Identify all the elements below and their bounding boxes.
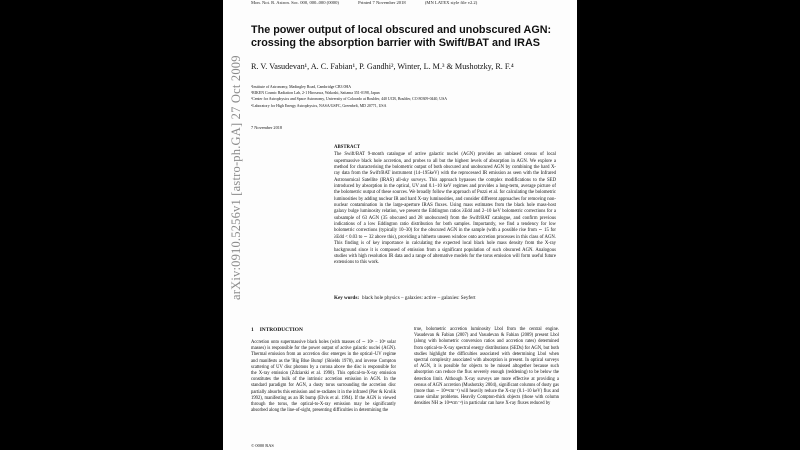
section-heading <box>251 327 309 333</box>
affiliation: ⁴Laboratory for High Energy Astrophysics, NASA/GSFC, Greenbelt, MD 20771, USA <box>251 103 387 108</box>
left-letterbox <box>0 0 223 450</box>
section-title: INTRODUCTION <box>259 327 303 333</box>
affiliation: ¹Institute of Astronomy, Madingley Road, Cambridge CB3 0HA <box>251 85 352 89</box>
running-header <box>251 0 571 5</box>
keywords <box>334 295 556 301</box>
affiliations <box>251 84 551 109</box>
arxiv-stamp: arXiv:0910.5256v1 [astro-ph.GA] 27 Oct 2009 <box>229 55 243 300</box>
journal-ref: Mon. Not. R. Astron. Soc. 000, 000–000 (0000) <box>251 0 339 5</box>
copyright-footer: © 0000 RAS <box>251 443 274 448</box>
style-note: (MN LATEX style file v2.2) <box>424 0 478 5</box>
section-number: 1 <box>251 327 254 333</box>
body-column-left: Accretion onto supermassive black holes (with masses of ∼ 10⁶ − 10⁹ solar masses) is responsible for the power output of active galactic nuclei (AGN). Thermal emission from an accretion disc emerges in the optical–UV regime and manifests as the 'Big Blue Bump' (Shields 1978), and inverse Compton scattering of UV disc photons by a corona above the disc is responsible for the X-ray emission (Zdziarski et al. 1990). This optical-to-X-ray emission constitutes the bulk of the intrinsic accretion emission in AGN. In the standard paradigm for AGN, a dusty torus surrounding the accretion disc partially absorbs this emission and re-radiates it in the infrared (Pier & Krolik 1992), manifesting as an IR bump (Elvis et al. 1994). If the AGN is viewed through the torus, the optical-to-X-ray emission may be significantly absorbed along the line-of-sight, presenting difficulties in determining the <box>251 340 396 414</box>
affiliation: ³Center for Astrophysics and Space Astronomy, University of Colorado at Boulder, 440 UCB, Boulder, CO 80309-0440, USA <box>251 97 448 102</box>
right-letterbox <box>577 0 800 450</box>
date-line: 7 November 2018 <box>251 125 283 130</box>
abstract-text: The Swift/BAT 9-month catalogue of active galactic nuclei (AGN) provides an unbiased census of local supermassive black hole accretion, and probes to all but the highest levels of absorption in AGN. We explore a method for characterising the bolometric output of both obscured and unobscured AGN by combining the hard X-ray data from the Swift/BAT instrument (14–195keV) with the reprocessed IR emission as seen with the Infrared Astronomical Satellite (IRAS) all-sky surveys. This approach bypasses the complex modifications to the SED introduced by absorption in the optical, UV and 0.1–10 keV regimes and provides a long-term, average picture of the bolometric output of these sources. We broadly follow the approach of Pozzi et al. for calculating the bolometric luminosities by adding nuclear IR and hard X-ray luminosities, and consider different approaches for removing non-nuclear contamination in the large-aperture IRAS fluxes. Using mass estimates from the black hole mass-host galaxy bulge luminosity relation, we present the Eddington ratios λEdd and 2–10 keV bolometric corrections for a subsample of 63 AGN (35 obscured and 28 unobscured) from the Swift/BAT catalogue, and confirm previous indications of a low Eddington ratio distribution for both samples. Importantly, we find a tendency for low bolometric corrections (typically 10–30) for the obscured AGN in the sample (with a possible rise from ∼ 15 for λEdd < 0.03 to ∼ 32 above this), providing a hitherto unseen window onto accretion processes in this class of AGN. This finding is of key importance in calculating the expected local black hole mass density from the X-ray background since it is composed of emission from a significant population of such obscured AGN. Analogous studies with high resolution IR data and a range of alternative models for the torus emission will form useful future extensions to this work. <box>334 152 556 266</box>
body-column-right: true, bolometric accretion luminosity Lbol from the central engine. Vasudevan & Fabian (2007) and Vasudevan & Fabian (2009) present Lbol (along with bolometric conversion ratios and accretion rates) determined from optical-to-X-ray spectral energy distributions (SEDs) for AGN, but both studies highlight the difficulties associated with determining Lbol when spectral complexity associated with absorption is present. In optical surveys of AGN, it is possible for objects to be missed altogether because such absorption can reduce the flux severely enough (reddening) to be below the detection limit. Although X-ray surveys are more effective at providing a census of AGN accretion (Mushotzky 2004), significant columns of dusty gas (more than ∼ 10²⁴cm⁻²) will heavily reduce the X-ray (0.1–10 keV) flux and cause similar problems. Heavily Compton-thick objects (those with column densities NH ≳ 10²⁴cm⁻²) in particular can have X-ray fluxes reduced by <box>414 327 559 407</box>
abstract <box>334 145 556 267</box>
author-list: R. V. Vasudevan¹, A. C. Fabian¹, P. Gandhi², Winter, L. M.³ & Mushotzky, R. F.⁴ <box>251 62 514 71</box>
keywords-label: Key words: <box>334 295 360 301</box>
abstract-heading: ABSTRACT <box>334 145 361 150</box>
affiliation: ²RIKEN Cosmic Radiation Lab, 2-1 Hirosawa, Wakoshi, Saitama 351-0198, Japan <box>251 91 380 96</box>
paper-title: The power output of local obscured and unobscured AGN: crossing the absorption barrier with Swift/BAT and IRAS <box>251 24 552 49</box>
printed-date: Printed 7 November 2018 <box>358 0 406 5</box>
paper-page <box>223 0 577 450</box>
keywords-text: black hole physics – galaxies: active – galaxies: Seyfert <box>362 295 476 301</box>
